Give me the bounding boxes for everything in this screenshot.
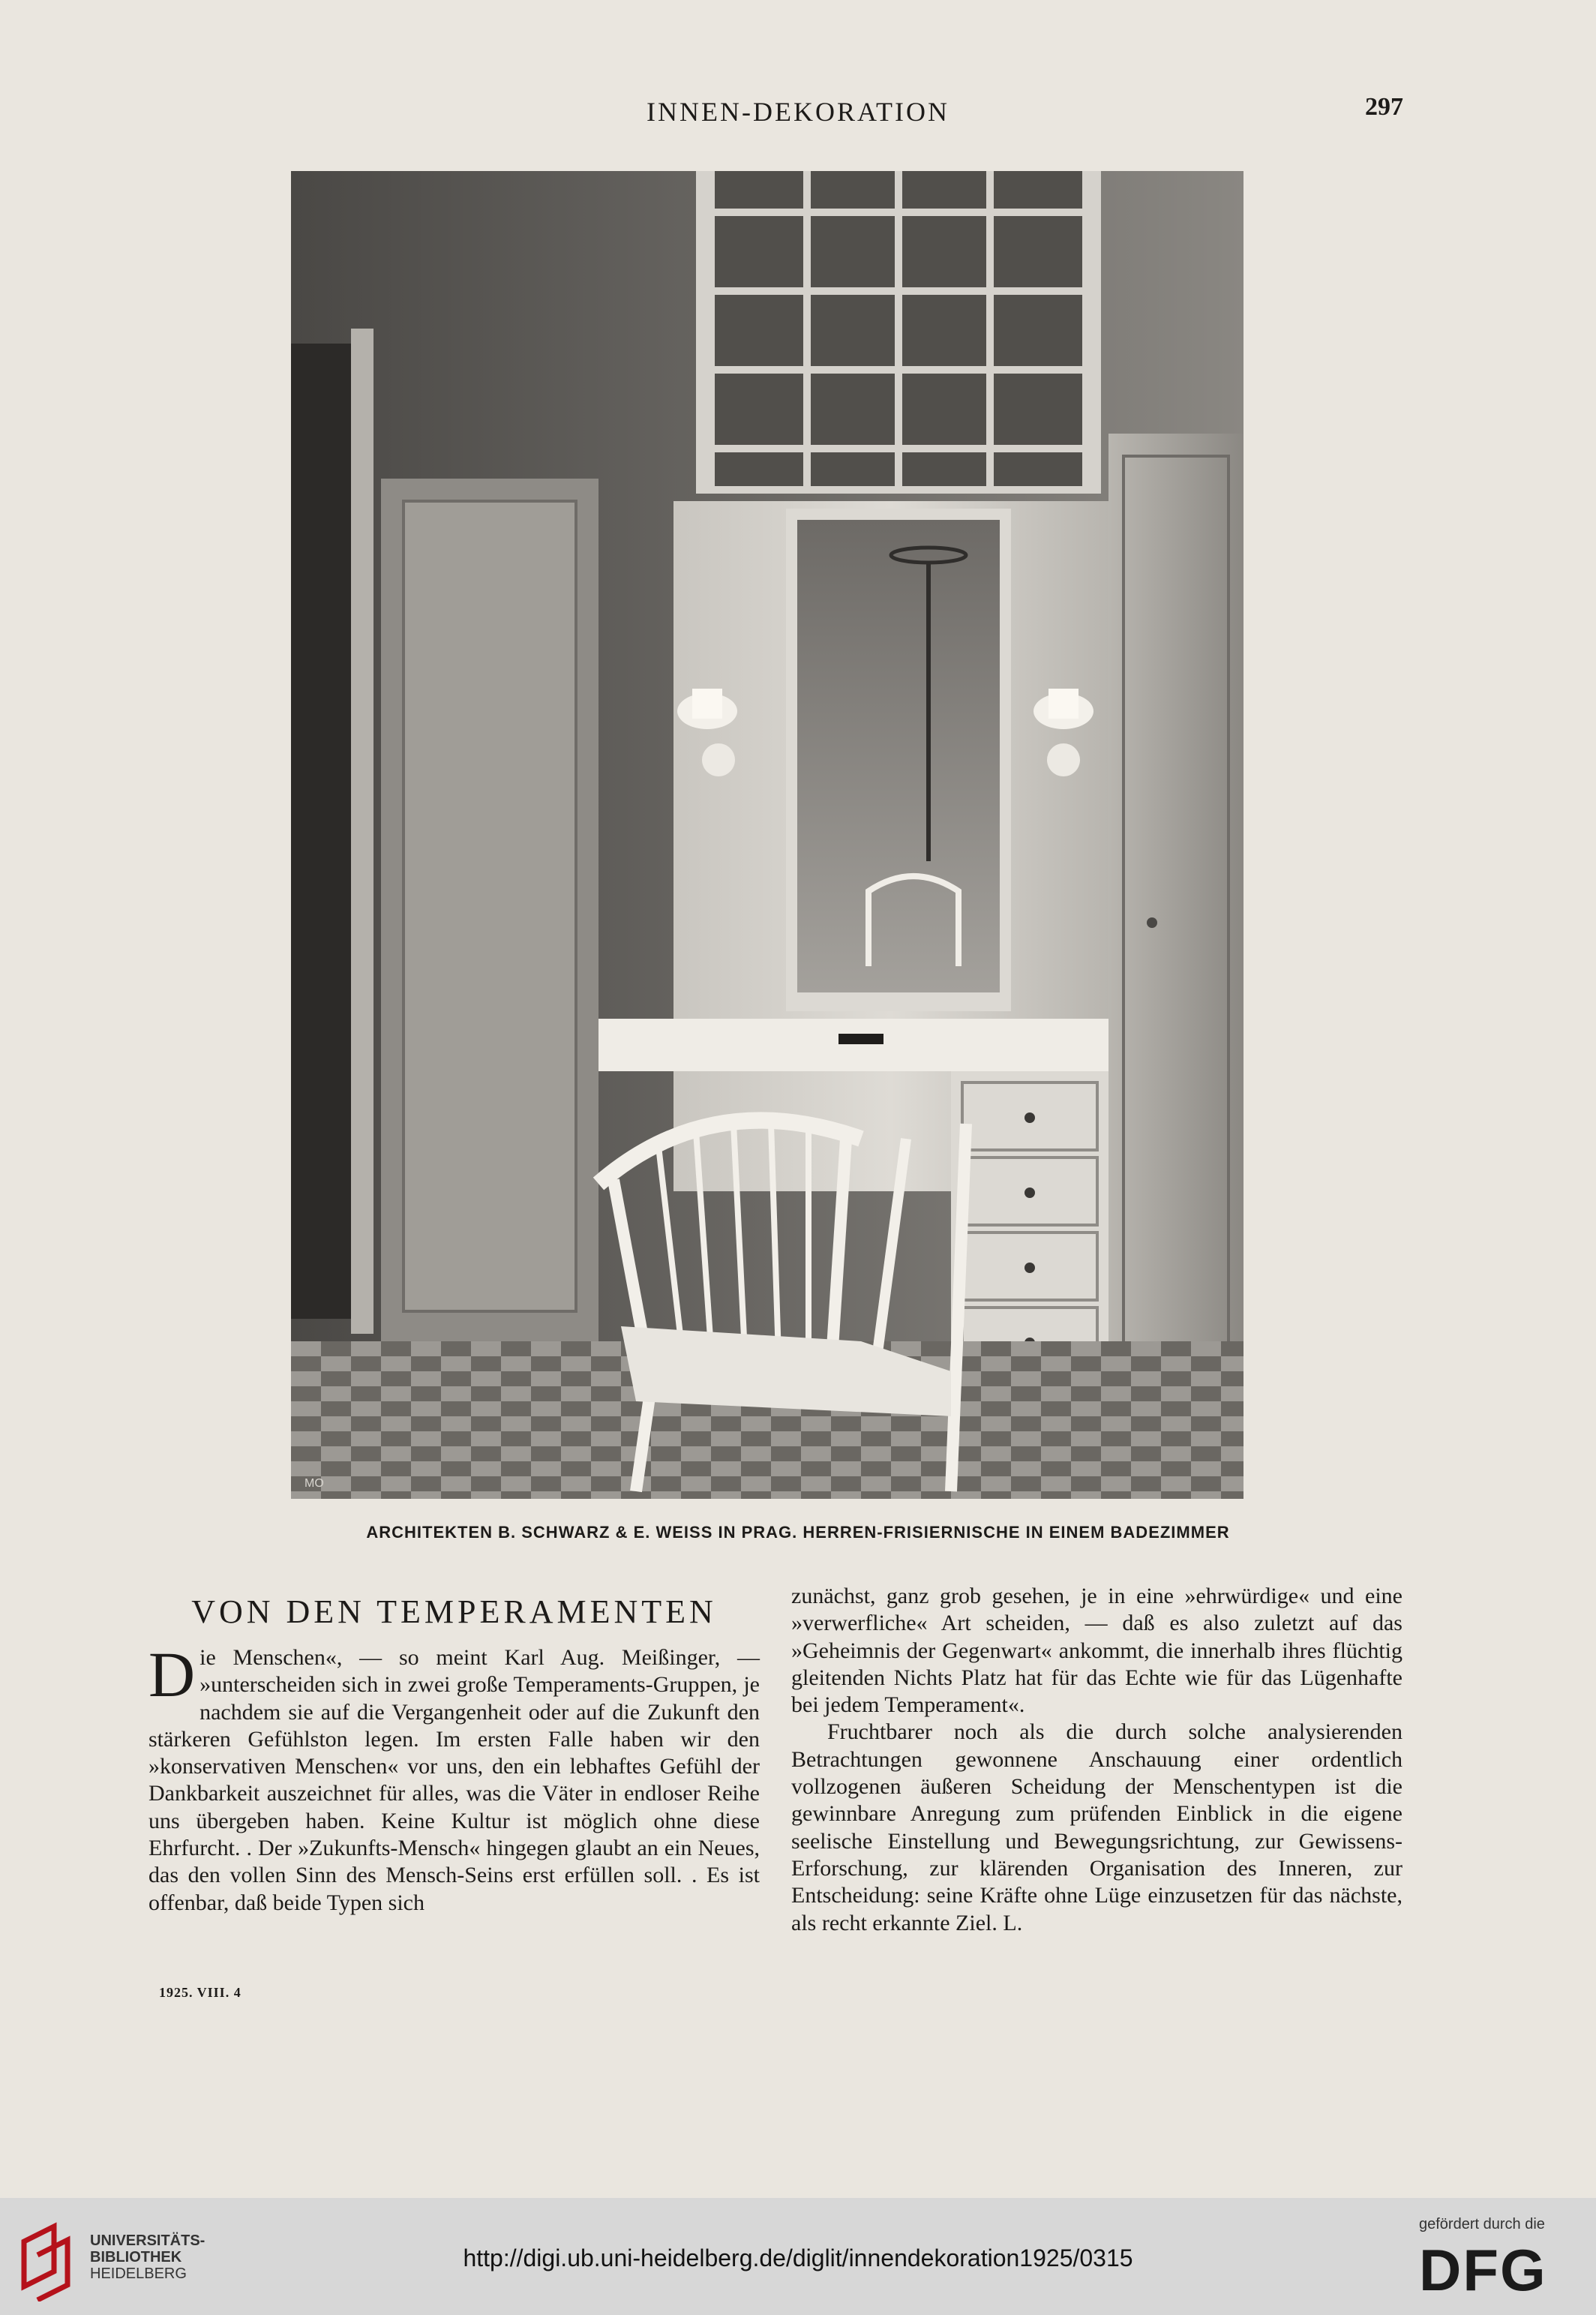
article-heading: VON DEN TEMPERAMENTEN	[191, 1593, 717, 1630]
article-paragraph-1	[148, 1638, 760, 1917]
photo-monogram: MO	[304, 1477, 324, 1490]
library-name: UNIVERSITÄTS- BIBLIOTHEK HEIDELBERG	[90, 2232, 206, 2282]
figure-caption: ARCHITEKTEN B. SCHWARZ & E. WEISS IN PRAG. HERREN-FRISIERNISCHE IN EINEM BADEZIMMER	[366, 1523, 1230, 1542]
article-paragraph-3: Fruchtbarer noch als die durch solche analysierenden Betrachtungen gewonnene Anschauung einer ordentlich vollzogenen äußeren Scheidung der Menschentypen ist die gewinnbare Anregung zum prüfenden Einblick in die eigene seelische Einstellung und Bewegungsrichtung, zur Gewissens-Erforschung, zur klärenden Organisation des Inneren, zur Entscheidung: seine Kräfte ohne Lüge einzusetzen für das nächste, als recht erkannte Ziel. L.	[791, 1719, 1402, 1935]
paragraph-text: ie Menschen«, — so meint Karl Aug. Meißinger, — »unterscheiden sich in zwei große Temperaments-Gruppen, je nachdem sie auf die Vergangenheit oder auf die Zukunft den stärkeren Gefühlston legen. Im ersten Falle haben wir den »konservativen Menschen« vor uns, den ein lebhaftes Gefühl der Dankbarkeit auszeichnet für alles, was die Väter in endloser Reihe uns übergeben haben. Keine Kultur ist möglich ohne diese Ehrfurcht. . Der »Zukunfts-Mensch« hingegen glaubt an ein Neues, das den vollen Sinn des Mensch-Seins erst erfüllen soll. . Es ist offenbar, daß beide Typen sich	[148, 1645, 760, 1915]
permalink-url[interactable]: http://digi.ub.uni-heidelberg.de/diglit/innendekoration1925/0315	[463, 2244, 1133, 2271]
drop-cap: D	[148, 1638, 196, 1710]
running-head: INNEN-DEKORATION	[646, 97, 950, 127]
article-left-column	[148, 1583, 760, 1917]
interior-photograph	[291, 171, 1244, 1499]
signature-reference: 1925. VIII. 4	[159, 1985, 242, 2000]
article-paragraph-2: zunächst, ganz grob gesehen, je in eine »ehrwürdige« und eine »verwerfliche« Art scheiden, — daß es also zuletzt auf das »Geheimnis der Gegenwart« ankommt, die innerhalb ihres flüchtig gleitenden Nichts Platz hat für das Echte wie für das Lügenhafte bei jedem Temperament«.	[791, 1584, 1402, 1718]
digitization-footer	[0, 2198, 1596, 2315]
dfg-logo: DFG	[1419, 2237, 1547, 2303]
page-number: 297	[1365, 93, 1403, 121]
window-grid	[715, 171, 1082, 486]
funded-by-label: gefördert durch die	[1419, 2216, 1545, 2232]
article-right-column	[791, 1583, 1402, 1937]
